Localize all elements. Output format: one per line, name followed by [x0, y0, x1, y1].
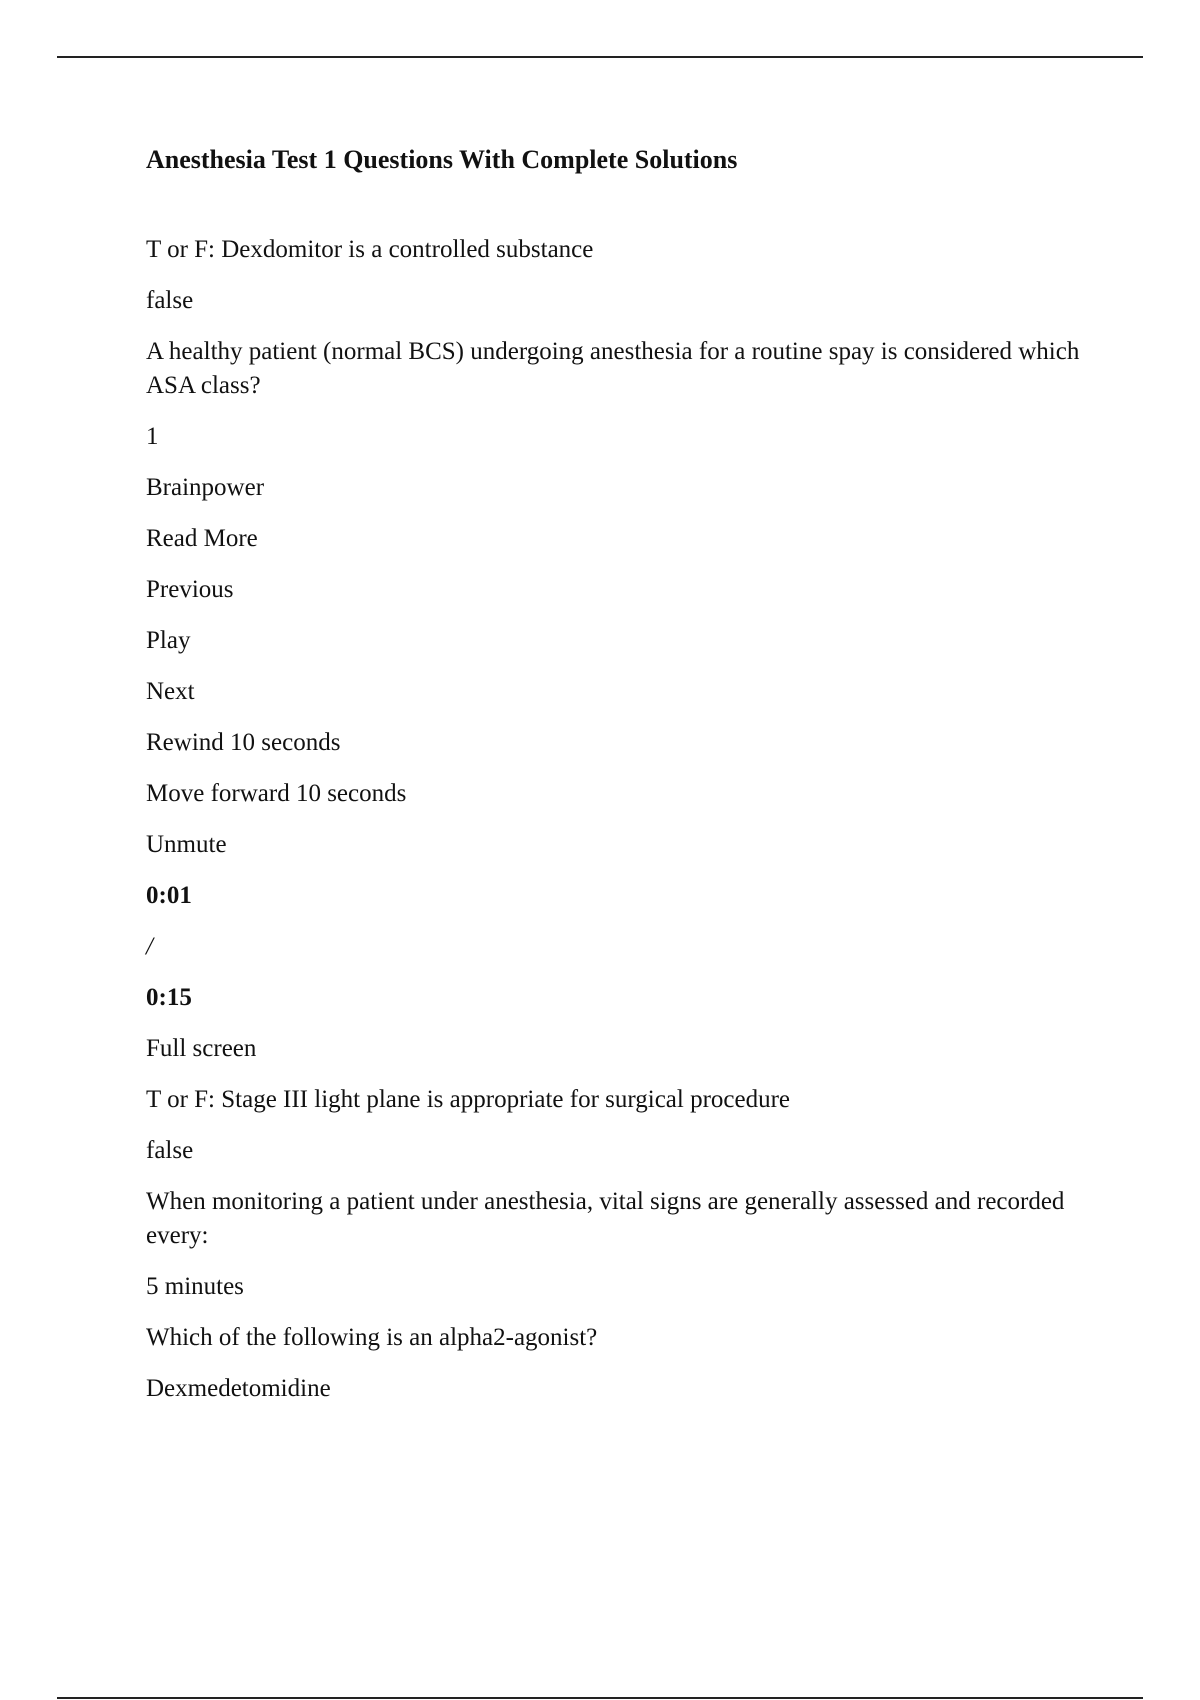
player-brainpower-label: Brainpower	[146, 474, 265, 501]
player-previous: Previous	[146, 576, 234, 603]
player-forward: Move forward 10 seconds	[146, 780, 407, 807]
player-unmute: Unmute	[146, 831, 227, 858]
answer-5: Dexmedetomidine	[146, 1375, 331, 1402]
player-play: Play	[146, 627, 191, 654]
top-rule	[57, 56, 1143, 58]
question-5: Which of the following is an alpha2-agonist?	[146, 1324, 598, 1351]
question-2: A healthy patient (normal BCS) undergoing anesthesia for a routine spay is considered which ASA class?	[146, 338, 1080, 399]
player-next: Next	[146, 678, 195, 705]
player-rewind: Rewind 10 seconds	[146, 729, 341, 756]
question-4: When monitoring a patient under anesthesia, vital signs are generally assessed and recorded every:	[146, 1188, 1065, 1249]
player-full-screen: Full screen	[146, 1035, 257, 1062]
player-time-separator: /	[146, 933, 153, 960]
player-read-more: Read More	[146, 525, 258, 552]
question-1: T or F: Dexdomitor is a controlled substance	[146, 236, 594, 263]
answer-2: 1	[146, 423, 159, 450]
player-duration: 0:15	[146, 984, 192, 1011]
document-title: Anesthesia Test 1 Questions With Complete Solutions	[146, 145, 738, 174]
question-list	[146, 233, 1086, 1406]
question-3: T or F: Stage III light plane is appropriate for surgical procedure	[146, 1086, 791, 1113]
document-body	[146, 144, 1086, 1423]
answer-1: false	[146, 287, 194, 314]
player-current-time: 0:01	[146, 882, 192, 909]
answer-3: false	[146, 1137, 194, 1164]
answer-4: 5 minutes	[146, 1273, 244, 1300]
bottom-rule	[57, 1697, 1143, 1699]
